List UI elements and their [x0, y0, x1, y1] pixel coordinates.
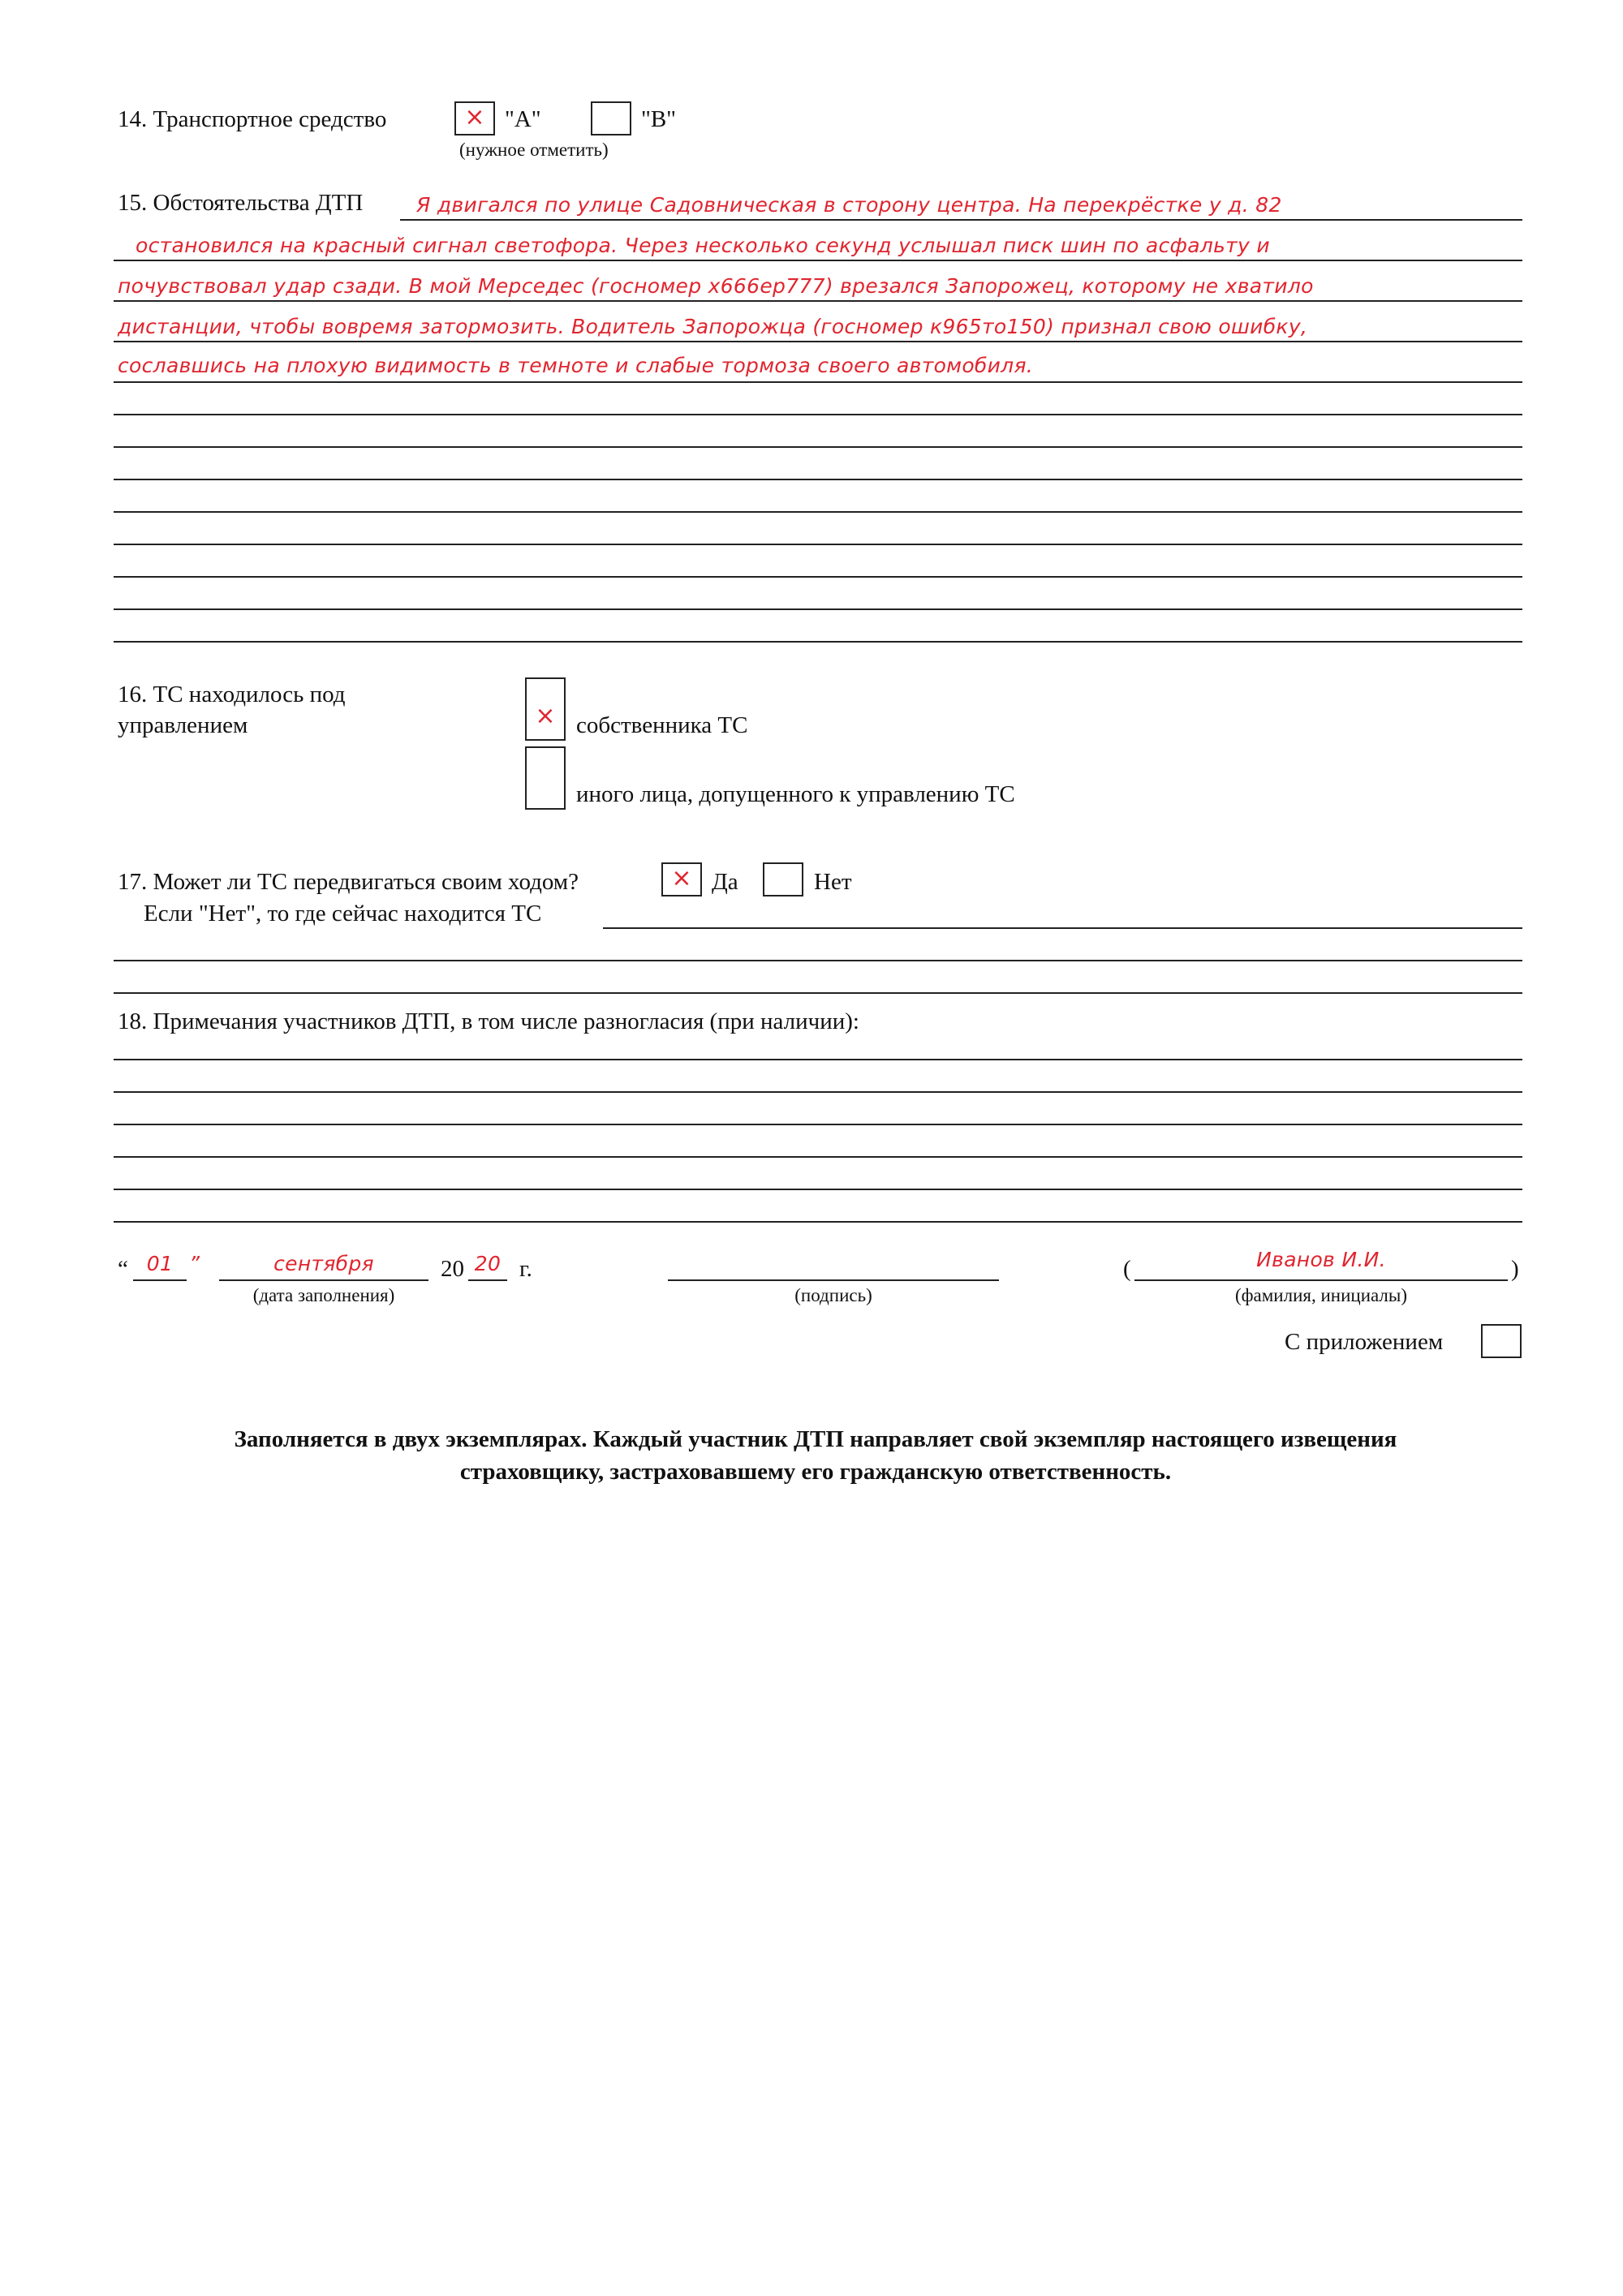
circumstances-text-3: почувствовал удар сзади. В мой Мерседес (госномер х666ер777) врезался Запорожец, которому не хватило: [118, 274, 1314, 298]
option-owner-label: собственника ТС: [576, 712, 748, 738]
attachment-label: С приложением: [1285, 1329, 1444, 1355]
date-day-line: [133, 1279, 187, 1281]
circumstances-line-4: [114, 341, 1522, 342]
section-18-label: 18. Примечания участников ДТП, в том числе разногласия (при наличии):: [118, 1008, 859, 1034]
name-paren-close: ): [1511, 1256, 1519, 1282]
year-prefix: 20: [441, 1256, 464, 1282]
section-17-label: 17. Может ли ТС передвигаться своим ходом?: [118, 869, 579, 895]
option-a-label: "А": [505, 106, 541, 132]
check-mark-icon: ×: [671, 863, 692, 892]
circumstances-line-2: [114, 260, 1522, 261]
option-other-label: иного лица, допущенного к управлению ТС: [576, 781, 1015, 807]
name-paren-open: (: [1123, 1256, 1131, 1282]
quote-close: ”: [189, 1252, 200, 1275]
section-15-label: 15. Обстоятельства ДТП: [118, 190, 364, 216]
remarks-line-3: [114, 1124, 1522, 1125]
signature-line[interactable]: [668, 1279, 999, 1281]
remarks-line-5: [114, 1189, 1522, 1190]
circumstances-text-4: дистанции, чтобы вовремя затормозить. Водитель Запорожца (госномер к965то150) признал свою ошибку,: [118, 315, 1308, 338]
vehicle-location-label: Если "Нет", то где сейчас находится ТС: [144, 901, 542, 927]
circumstances-line-11: [114, 576, 1522, 578]
date-caption: (дата заполнения): [252, 1285, 395, 1305]
date-day: 01: [146, 1252, 174, 1275]
year-suffix: г.: [519, 1256, 532, 1282]
checkbox-vehicle-a[interactable]: [454, 101, 495, 135]
circumstances-line-8: [114, 479, 1522, 480]
vehicle-location-line-1[interactable]: [603, 927, 1522, 929]
date-year: 20: [474, 1252, 502, 1275]
quote-open: “: [118, 1256, 128, 1282]
remarks-line-4: [114, 1156, 1522, 1158]
checkbox-vehicle-b[interactable]: [591, 101, 631, 135]
circumstances-line-5: [114, 381, 1522, 383]
checkbox-driver-other[interactable]: [525, 746, 566, 810]
name-line: [1134, 1279, 1508, 1281]
option-yes-label: Да: [712, 869, 738, 895]
circumstances-line-7: [114, 446, 1522, 448]
circumstances-line-6: [114, 414, 1522, 415]
date-month: сентября: [273, 1252, 374, 1275]
circumstances-line-9: [114, 511, 1522, 513]
section-16-label-line2: управлением: [118, 712, 248, 738]
circumstances-line-12: [114, 608, 1522, 610]
name-caption: (фамилия, инициалы): [1234, 1285, 1408, 1305]
remarks-line-6: [114, 1221, 1522, 1223]
vehicle-location-line-3: [114, 992, 1522, 994]
circumstances-text-2: остановился на красный сигнал светофора. Через несколько секунд услышал писк шин по асфальту и: [136, 234, 1270, 257]
select-note: (нужное отметить): [459, 140, 609, 160]
footer-line-2: страховщику, застраховавшему его гражданскую ответственность.: [459, 1459, 1172, 1485]
option-no-label: Нет: [814, 869, 852, 895]
section-16-label-line1: 16. ТС находилось под: [118, 681, 346, 707]
remarks-line-2: [114, 1091, 1522, 1093]
footer-line-1: Заполняется в двух экземплярах. Каждый участник ДТП направляет свой экземпляр настоящего извещения: [234, 1426, 1397, 1452]
date-year-line: [468, 1279, 507, 1281]
circumstances-line-3: [114, 300, 1522, 302]
signature-caption: (подпись): [794, 1285, 872, 1305]
option-b-label: "В": [641, 106, 677, 132]
section-14-label: 14. Транспортное средство: [118, 106, 387, 132]
full-name: Иванов И.И.: [1256, 1248, 1386, 1271]
check-mark-icon: ×: [535, 702, 556, 730]
vehicle-location-line-2: [114, 960, 1522, 961]
date-month-line: [219, 1279, 428, 1281]
checkbox-movable-no[interactable]: [763, 862, 803, 896]
check-mark-icon: ×: [464, 102, 485, 131]
remarks-line-1: [114, 1059, 1522, 1060]
checkbox-driver-owner[interactable]: [525, 677, 566, 741]
checkbox-attachment[interactable]: [1481, 1324, 1522, 1358]
checkbox-movable-yes[interactable]: [661, 862, 702, 896]
circumstances-text-1: Я двигался по улице Садовническая в сторону центра. На перекрёстке у д. 82: [416, 193, 1282, 217]
circumstances-line-1: [400, 219, 1522, 221]
circumstances-text-5: сославшись на плохую видимость в темноте и слабые тормоза своего автомобиля.: [118, 354, 1034, 377]
circumstances-line-10: [114, 544, 1522, 545]
circumstances-line-13: [114, 641, 1522, 643]
